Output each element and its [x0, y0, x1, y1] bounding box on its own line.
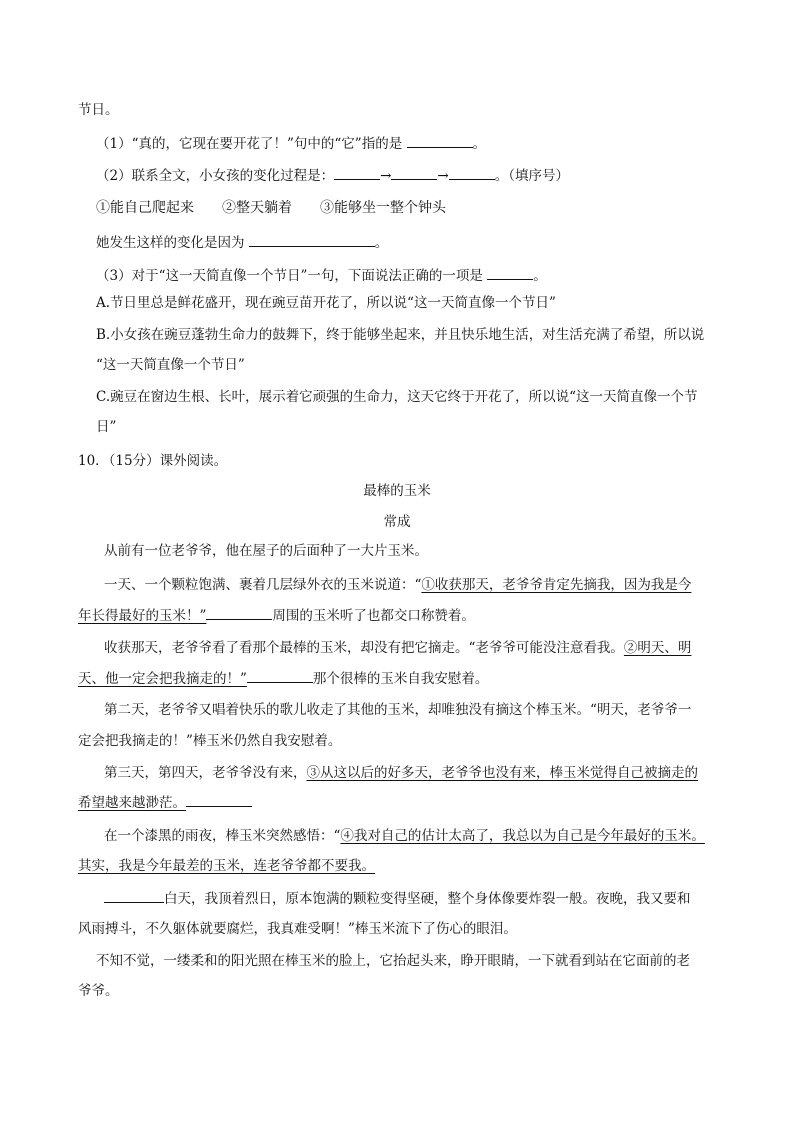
- underlined-sentence-3: 希望越来越渺茫。: [78, 795, 186, 811]
- paragraph-line: [96, 951, 690, 971]
- text: 10．（15分）课外阅读。: [78, 453, 228, 469]
- underlined-sentence-2: 天、他一定会把我摘走的！”: [78, 671, 247, 687]
- text: 白天，我顶着烈日，原本饱满的颗粒变得坚硬，整个身体像要炸裂一般。夜晚，我又要和: [164, 891, 691, 907]
- text-line: [78, 100, 119, 120]
- option-c-cont: [96, 417, 116, 437]
- text: 。: [374, 235, 389, 251]
- paragraph-line: [104, 638, 691, 658]
- text: 。: [533, 268, 547, 284]
- answer-blank[interactable]: [449, 165, 495, 180]
- underlined-sentence-3: ③从这以后的好多天，老爷爷也没有来，棒玉米觉得自己被摘走的: [306, 765, 698, 781]
- text: 收获那天，老爷爷看了看那个最棒的玉米，却没有把它摘走。“老爷爷可能没注意看我。: [104, 640, 624, 656]
- underlined-sentence-1: ①收获那天，老爷爷肯定先摘我，因为我是今: [421, 577, 692, 593]
- paragraph-line: [78, 668, 488, 689]
- question-3: [96, 265, 547, 286]
- paragraph-line: [104, 826, 705, 846]
- passage-title: [0, 481, 794, 501]
- answer-blank[interactable]: [104, 888, 164, 903]
- question-10-heading: [78, 451, 227, 471]
- answer-blank[interactable]: [247, 668, 313, 683]
- option-c: [96, 387, 698, 407]
- text: 从前有一位老爷爷，他在屋子的后面种了一大片玉米。: [104, 543, 428, 559]
- text: 一天、一个颗粒饱满、裹着几层绿外衣的玉米说道：“: [104, 577, 422, 593]
- underlined-sentence-4: 其实，我是今年最差的玉米，连老爷爷都不要我。: [78, 858, 375, 874]
- answer-blank[interactable]: [407, 133, 473, 148]
- text: （3）对于“这一天简直像一个节日”一句，下面说法正确的一项是: [96, 268, 488, 284]
- arrow: →: [380, 168, 392, 184]
- option-a: [96, 293, 556, 313]
- text: B.小女孩在豌豆蓬勃生命力的鼓舞下，终于能够坐起来，并且快乐地生活，对生活充满了希望，所以说: [96, 327, 705, 343]
- text: 最棒的玉米: [363, 483, 431, 499]
- question-1: [96, 133, 486, 154]
- text: 日”: [96, 419, 117, 435]
- paragraph-line: [104, 763, 698, 783]
- text: 爷爷。: [78, 983, 119, 999]
- text: 常成: [383, 514, 411, 530]
- answer-blank[interactable]: [391, 165, 437, 180]
- paragraph-line: [104, 700, 691, 720]
- paragraph-line: [104, 575, 691, 595]
- options-line: [96, 198, 446, 218]
- text: 风雨搏斗，不久躯体就要腐烂，我真难受啊！”棒玉米流下了伤心的眼泪。: [78, 921, 517, 937]
- answer-blank[interactable]: [334, 165, 380, 180]
- text: 定会把我摘走的！”棒玉米仍然自我安慰着。: [78, 733, 342, 749]
- option-b-cont: [96, 355, 245, 375]
- text: “这一天简直像一个节日”: [96, 357, 245, 373]
- underlined-sentence-4: ④我对自己的估计太高了，我总以为自己是今年最好的玉米。: [340, 828, 705, 844]
- question-2: [96, 165, 569, 186]
- text: 。（填序号）: [494, 168, 569, 184]
- text: 她发生这样的变化是因为: [96, 235, 249, 251]
- text: 节日。: [78, 102, 119, 118]
- answer-blank[interactable]: [487, 265, 533, 280]
- text: （1）“真的，它现在要开花了！”句中的“它”指的是: [96, 136, 407, 152]
- underlined-sentence-2: ②明天、明: [623, 640, 692, 656]
- paragraph-line: [78, 792, 252, 813]
- option-b: [96, 325, 704, 345]
- answer-blank[interactable]: [206, 605, 272, 620]
- text: 不知不觉，一缕柔和的阳光照在棒玉米的脸上，它抬起头来，睁开眼睛，一下就看到站在它面前的老: [96, 953, 690, 969]
- paragraph-line: [78, 605, 475, 626]
- text: 那个很棒的玉米自我安慰着。: [312, 671, 489, 687]
- text: （2）联系全文，小女孩的变化过程是：: [96, 168, 335, 184]
- arrow: →: [437, 168, 449, 184]
- paragraph-line: [104, 888, 691, 909]
- text: 第三天，第四天，老爷爷没有来，: [104, 765, 307, 781]
- underlined-sentence-1: 年长得最好的玉米！”: [78, 608, 207, 624]
- paragraph-line: [78, 731, 341, 751]
- paragraph-line: [78, 856, 375, 876]
- text: ①能自己爬起来 ②整天躺着 ③能够坐一整个钟头: [96, 200, 446, 216]
- passage-author: [0, 512, 794, 532]
- text: A.节日里总是鲜花盛开，现在豌豆苗开花了，所以说“这一天简直像一个节日”: [96, 295, 556, 311]
- text: 。: [472, 136, 486, 152]
- text: 周围的玉米听了也都交口称赞着。: [272, 608, 475, 624]
- paragraph-line: [78, 981, 119, 1001]
- answer-blank[interactable]: [249, 232, 375, 247]
- paragraph-line: [104, 541, 428, 561]
- answer-blank[interactable]: [186, 792, 252, 807]
- text: 在一个漆黑的雨夜，棒玉米突然感悟：“: [104, 828, 341, 844]
- text: C.豌豆在窗边生根、长叶，展示着它顽强的生命力，这天它终于开花了，所以说“这一天简直像一个节: [96, 389, 698, 405]
- question-2-reason: [96, 232, 388, 253]
- text: 第二天，老爷爷又唱着快乐的歌儿收走了其他的玉米，却唯独没有摘这个棒玉米。“明天，老爷爷一: [104, 702, 692, 718]
- paragraph-line: [78, 919, 517, 939]
